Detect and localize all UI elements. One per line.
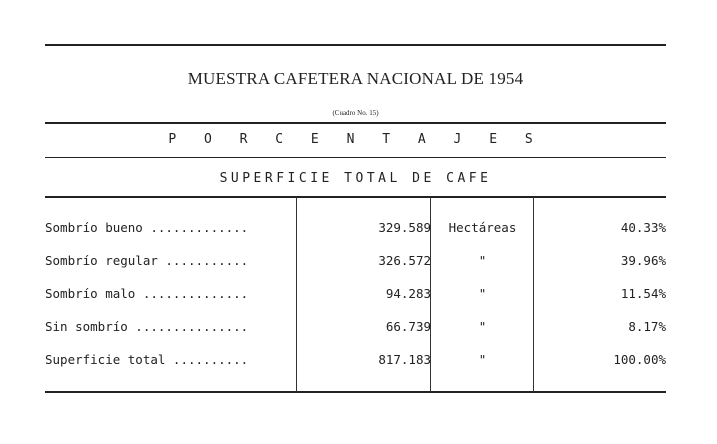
row-unit: " — [478, 352, 487, 367]
table-row — [45, 343, 666, 376]
row-value: 817.183 — [378, 352, 431, 367]
row-percent: 11.54% — [620, 286, 666, 301]
superficie-header: SUPERFICIE TOTAL DE CAFE — [219, 171, 492, 186]
row-unit: " — [478, 253, 487, 268]
row-label: Sombrío malo .............. — [45, 286, 249, 301]
table-subtitle: (Cuadro No. 15) — [332, 109, 379, 117]
rule-below-porcentajes — [45, 157, 666, 158]
row-unit: " — [478, 319, 487, 334]
row-percent: 40.33% — [620, 220, 666, 235]
row-label: Sin sombrío ............... — [45, 319, 249, 334]
row-percent: 39.96% — [620, 253, 666, 268]
row-label: Sombrío regular ........... — [45, 253, 249, 268]
top-rule — [45, 44, 666, 46]
table-row — [45, 277, 666, 310]
rule-below-title — [45, 122, 666, 124]
row-unit: Hectáreas — [448, 220, 517, 235]
data-table — [45, 211, 666, 376]
row-label: Sombrío bueno ............. — [45, 220, 249, 235]
table-row — [45, 310, 666, 343]
row-percent: 100.00% — [613, 352, 666, 367]
row-percent: 8.17% — [628, 319, 666, 334]
row-label: Superficie total .......... — [45, 352, 249, 367]
row-value: 329.589 — [378, 220, 431, 235]
row-value: 94.283 — [385, 286, 431, 301]
table-title: MUESTRA CAFETERA NACIONAL DE 1954 — [187, 69, 524, 88]
bottom-rule — [45, 391, 666, 393]
table-row — [45, 211, 666, 244]
row-unit: " — [478, 286, 487, 301]
table-row — [45, 244, 666, 277]
row-value: 66.739 — [385, 319, 431, 334]
rule-below-superficie — [45, 196, 666, 198]
row-value: 326.572 — [378, 253, 431, 268]
porcentajes-header: P O R C E N T A J E S — [168, 132, 543, 147]
